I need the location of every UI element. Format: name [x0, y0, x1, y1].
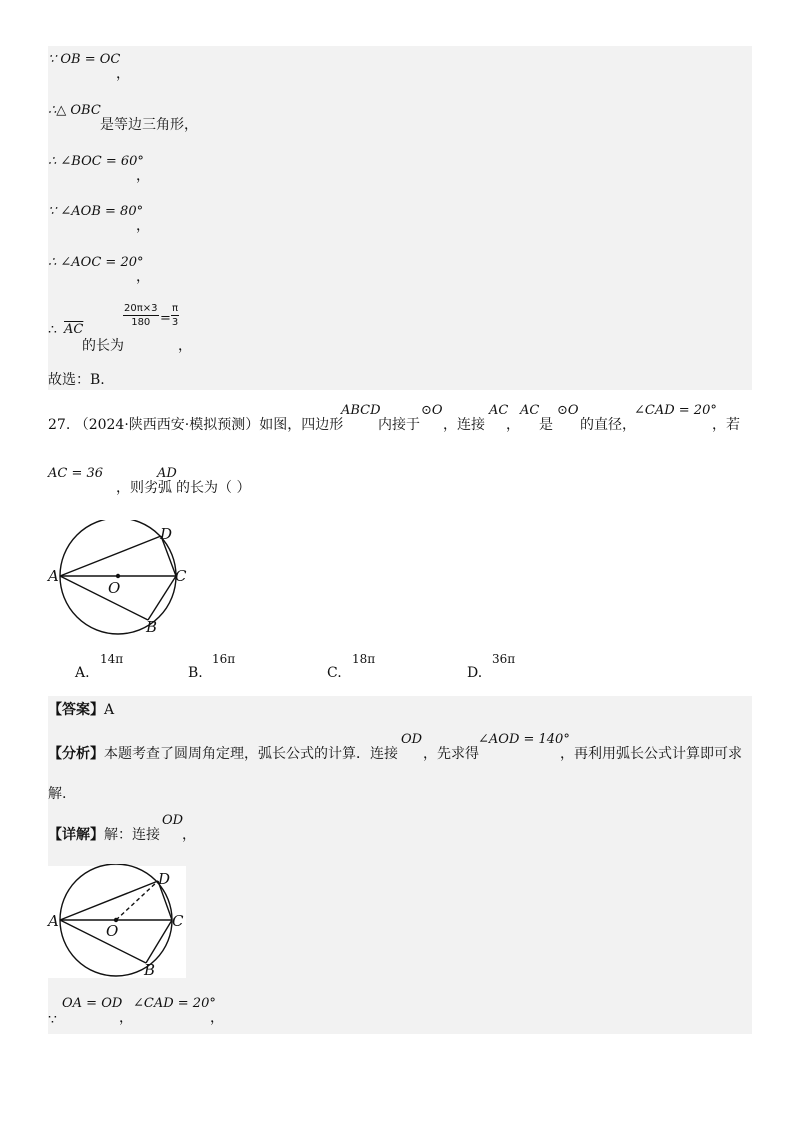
solution-line-2-tail: 是等边三角形， [100, 117, 198, 133]
option-c-value[interactable]: 18π [352, 652, 376, 666]
solution-line-6-prefix: ∴ [48, 322, 57, 338]
math-ad: AD [157, 466, 177, 481]
text-minor-arc: ，则劣弧 [116, 480, 172, 496]
solution-line-1-math: ∵ OB = OC [48, 52, 121, 67]
answer-tag [48, 702, 114, 718]
text-is: 是 [539, 417, 553, 433]
solution-line-5-tail: ， [136, 269, 150, 285]
analysis-line [48, 746, 398, 762]
solution-line-4-tail: ， [136, 218, 150, 234]
text-if: ，若 [712, 417, 740, 433]
equals-sign: = [160, 311, 171, 326]
fraction-bar [123, 315, 159, 316]
segment-od-dashed [116, 881, 158, 920]
detail-tail: ， [182, 827, 196, 843]
label-c-2: C [172, 912, 184, 930]
previous-answer-line: 故选：B. [48, 372, 105, 388]
label-b-2: B [144, 961, 156, 979]
fraction-arc-length [123, 303, 159, 328]
label-o: O [108, 579, 121, 597]
math-od: OD [401, 732, 423, 747]
detail-tag: 【详解】 [48, 827, 104, 843]
last-line-prefix: ∵ [48, 1012, 57, 1028]
math-ac-2: AC [520, 403, 540, 418]
fraction-result-numerator: π [172, 303, 179, 314]
math-angle-cad: ∠CAD = 20° [634, 403, 717, 418]
math-angle-cad-2: ∠CAD = 20° [133, 996, 216, 1011]
solution-line-5-math: ∴ ∠AOC = 20° [48, 255, 144, 270]
analysis-text-2: ，先求得 [423, 746, 479, 762]
analysis-tag: 【分析】 [48, 746, 104, 762]
fraction-denominator: 180 [131, 317, 151, 328]
fraction-result [171, 303, 179, 328]
solution-line-6-tail: ， [178, 338, 192, 354]
segment-ad-2 [60, 881, 158, 920]
math-abcd: ABCD [341, 403, 381, 418]
solution-line-4-math: ∵ ∠AOB = 80° [48, 204, 144, 219]
label-b: B [146, 618, 158, 636]
detail-line [48, 827, 160, 843]
label-d-2: D [158, 870, 171, 888]
math-circle-o: ⊙O [421, 403, 443, 418]
analysis-text-3: ，再利用弧长公式计算即可求 [560, 746, 742, 762]
fraction-result-denominator: 3 [171, 317, 179, 328]
text-connect: ，连接 [443, 417, 485, 433]
analysis-text: 本题考查了圆周角定理，弧长公式的计算．连接 [104, 746, 398, 762]
option-a-value[interactable]: 14π [100, 652, 124, 666]
label-a: A [48, 567, 59, 585]
text-length-of: 的长为（ ） [176, 480, 251, 496]
last-line-tail: ， [210, 1010, 224, 1026]
label-d: D [160, 525, 173, 543]
option-b-value[interactable]: 16π [212, 652, 236, 666]
figure-circle-quadrilateral [46, 520, 206, 660]
option-c-label[interactable]: C. [327, 665, 342, 681]
solution-line-2-math: ∴△ OBC [48, 103, 101, 118]
solution-line-3-math: ∴ ∠BOC = 60° [48, 154, 144, 169]
option-d-label[interactable]: D. [467, 665, 483, 681]
label-c: C [175, 567, 187, 585]
center-point-o [116, 574, 120, 578]
text-comma-1: ， [506, 417, 520, 433]
math-oa-od: OA = OD [62, 996, 123, 1011]
fraction-result-bar [171, 315, 179, 316]
detail-text: 解：连接 [104, 827, 160, 843]
math-angle-aod: ∠AOD = 140° [478, 732, 570, 747]
figure-circle-with-od [46, 864, 196, 984]
solution-line-1-tail: ， [116, 66, 130, 82]
text-diameter: 的直径， [580, 417, 636, 433]
answer-tag-text: 【答案】 [48, 702, 104, 718]
solution-block-previous [48, 46, 752, 390]
option-d-value[interactable]: 36π [492, 652, 516, 666]
question-number-source: 27. （2024·陕西西安·模拟预测）如图，四边形 [48, 417, 344, 433]
last-line-comma: ， [119, 1010, 133, 1026]
math-od-2: OD [162, 813, 184, 828]
math-circle-o-2: ⊙O [557, 403, 579, 418]
math-ac-1: AC [489, 403, 509, 418]
math-ac-36: AC = 36 [48, 466, 104, 481]
segment-ad [60, 536, 161, 576]
analysis-text-4: 解. [48, 786, 67, 802]
answer-value: A [104, 702, 115, 718]
text-inscribed: 内接于 [378, 417, 420, 433]
label-a-2: A [48, 912, 59, 930]
label-o-2: O [106, 922, 119, 940]
option-b-label[interactable]: B. [188, 665, 203, 681]
solution-line-6-text: 的长为 [82, 338, 124, 354]
arc-ac-symbol: $\overline{AC}$ [64, 322, 84, 337]
solution-line-3-tail: ， [136, 168, 150, 184]
fraction-numerator: 20π×3 [124, 303, 158, 314]
option-a-label[interactable]: A. [75, 665, 90, 681]
